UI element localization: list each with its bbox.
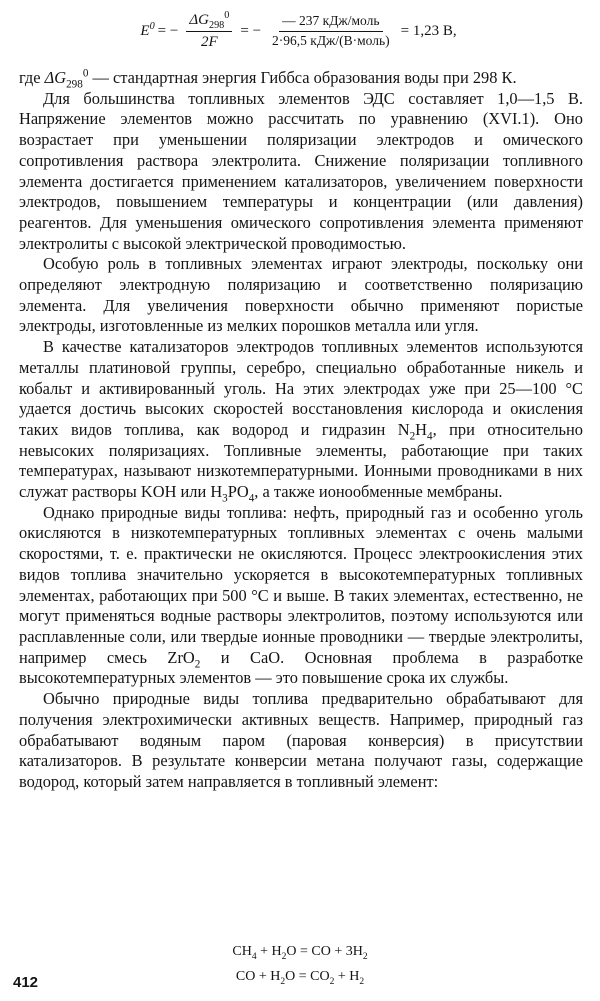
paragraph-catalysts: В качестве катализаторов электродов топливных элементов используются металлы платиновой группы, серебро, специально обработанные никель и кобальт и активированный уголь. На этих электродах уже при 25—100 °С удается достичь высоких скоростей восстановления кислорода и окисления таких видов топлива, как водород и гидразин $N_2H_4$, при относительно невысоких поляризациях. Топливные элементы, работающие при таких температурах, называют низкотемпературными. Ионными проводниками в них служат растворы KOH или $H_3PO_4$, а также ионообменные мембраны.	[19, 337, 583, 505]
emf-formula	[0, 12, 600, 50]
paragraph-conversion: Обычно природные виды топлива предварительно обрабатывают для получения электрохимически активных веществ. Например, природный газ обрабатывают водяным паром (паровая конверсия) в присутствии катализаторов. В результате конверсии метана получают газы, содержащие водород, который затем направляется в топливный элемент:	[19, 689, 583, 791]
formula-lhs: $E^0$	[140, 20, 155, 39]
fraction-dg-over-2f	[186, 12, 232, 50]
paragraph-gibbs: где $\Delta G_{298}^0$ — стандартная энергия Гиббса образования воды при 298 К.	[19, 67, 517, 91]
formula-equals-1: = −	[157, 22, 179, 39]
paragraph-electrodes: Особую роль в топливных элементах играют электроды, поскольку они определяют электродную поляризацию и соответственно поляризацию элемента. Для увеличения поверхности обычно применяют пористые электроды, изготовленные из мелких порошков металла или угля.	[19, 254, 583, 336]
formula-result: = 1,23 В,	[400, 22, 457, 39]
paragraph-natural-fuels: Однако природные виды топлива: нефть, природный газ и особенно уголь окисляются в низкотемпературных топливных элементах с очень малыми скоростями, т. е. практически не окисляются. Процесс электроокисления этих видов топлива значительно ускоряется в высокотемпературных топливных элементах, работающих при 500 °С и выше. В таких элементах, естественно, не могут применяться водные растворы электролитов, поэтому используются или расплавленные соли, или твердые ионные проводники — твердые электролиты, например смесь ZrO$_2$ и CaO. Основная проблема в разработке высокотемпературных элементов — это повышение срока их службы.	[19, 502, 584, 688]
fraction-denominator: 2F	[201, 33, 218, 50]
formula-equals-2: = −	[240, 22, 262, 39]
fraction-numeric-numerator: — 237 кДж/моль	[279, 14, 382, 32]
paragraph-emf: Для большинства топливных элементов ЭДС составляет 1,0—1,5 В. Напряжение элементов можно рассчитать по уравнению (XVI.1). Оно возрастает при уменьшении поляризации электродов и омического сопротивления раствора электролита. Снижение поляризации топливного элемента достигается применением катализаторов, увеличением поверхности электродов, повышением температуры и концентрации (или давления) реагентов. Для уменьшения омического сопротивления элемента применяют электролиты с высокой электрической проводимостью.	[19, 88, 583, 253]
fraction-numerator: $\Delta G_{298}^0$	[186, 12, 232, 32]
page-number: 412	[13, 974, 39, 991]
body-text	[19, 68, 583, 793]
fraction-numeric	[269, 14, 393, 49]
fraction-numeric-denominator: 2·96,5 кДж/(В·моль)	[272, 32, 390, 48]
equation-methane-conversion: $CH_4 + H_2O$ = CO + $3H_2$	[232, 944, 368, 962]
equation-water-gas-shift: CO + $H_2O = CO_2 + H_2$	[235, 969, 365, 987]
